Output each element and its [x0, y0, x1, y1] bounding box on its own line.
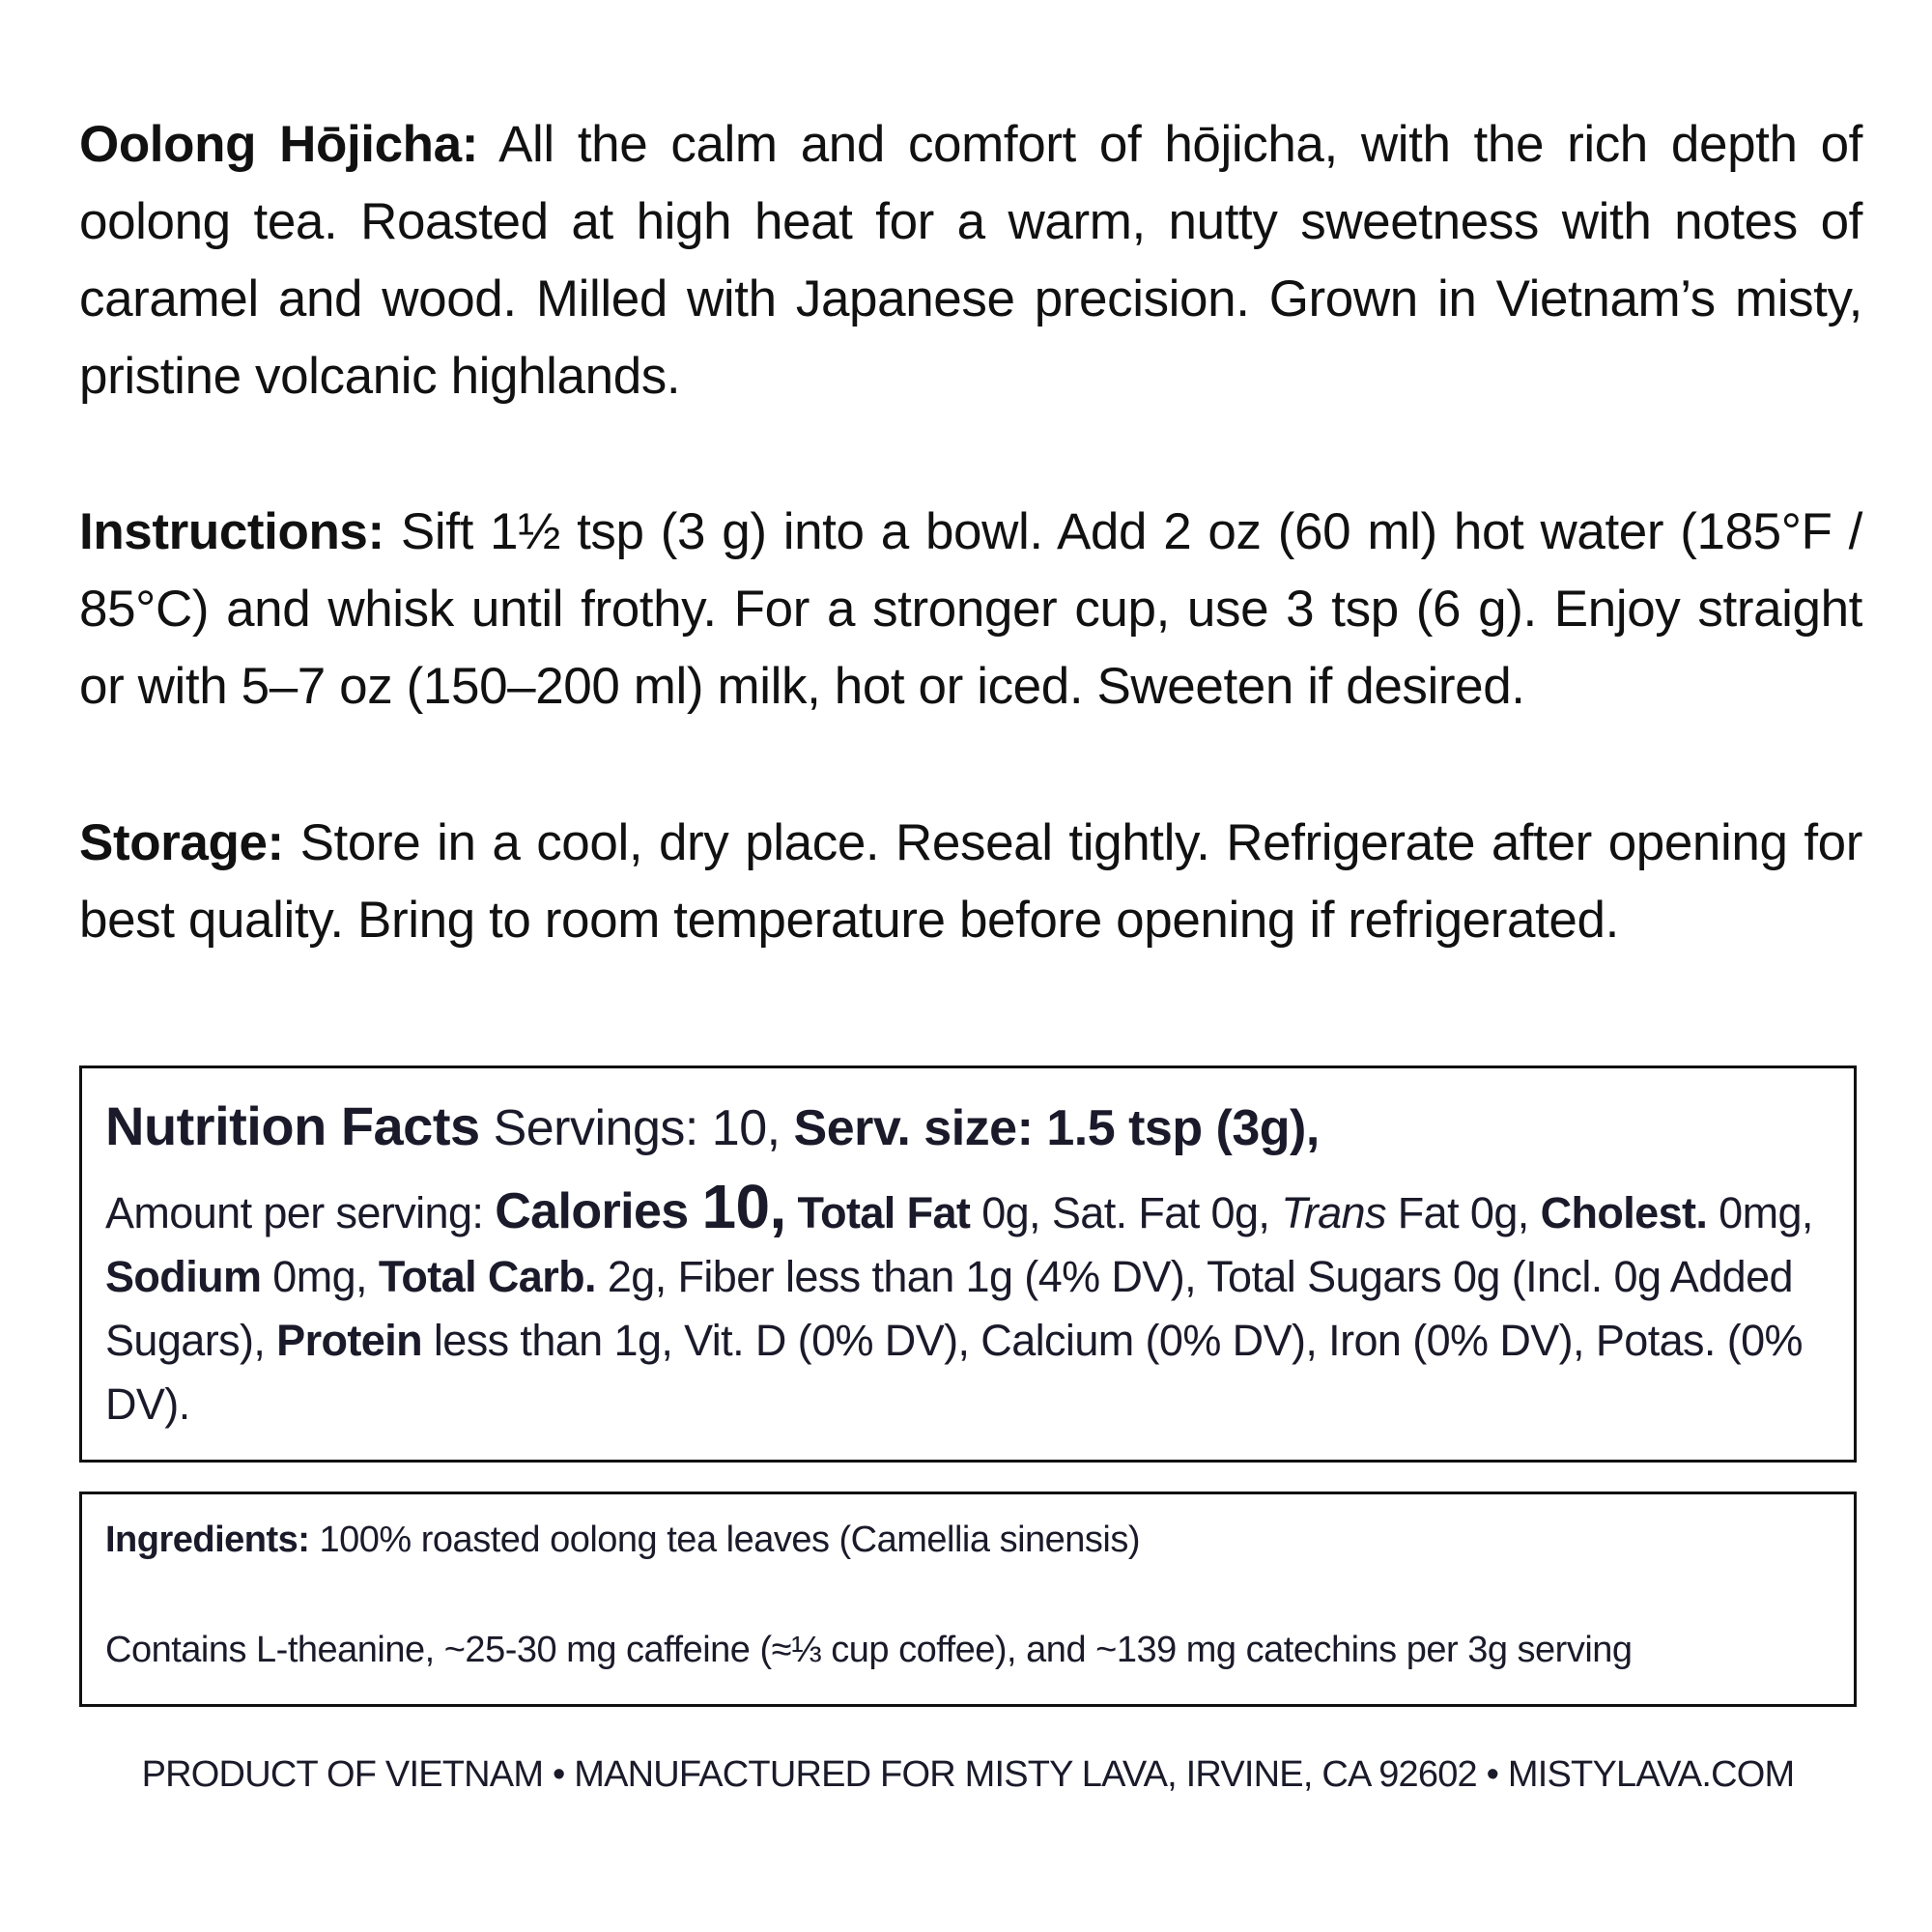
total-carb-label: Total Carb.	[378, 1252, 596, 1301]
serving-size-text: Serv. size: 1.5 tsp (3g),	[793, 1100, 1320, 1156]
storage-text: Store in a cool, dry place. Reseal tightly. Refrigerate after opening for best quality. Bring to room temperature before opening if refrigerated.	[79, 814, 1862, 949]
trans-value: Fat 0g,	[1385, 1188, 1541, 1237]
instructions-text: Sift 1½ tsp (3 g) into a bowl. Add 2 oz (60 ml) hot water (185°F / 85°C) and whisk until frothy. For a stronger cup, use 3 tsp (6 g). Enjoy straight or with 5–7 oz (150–200 ml) milk, hot or iced. Sweeten if desired.	[79, 503, 1862, 715]
description-paragraph	[79, 106, 1862, 415]
cholesterol-value: 0mg,	[1707, 1188, 1813, 1237]
calories-value: 10,	[701, 1172, 786, 1241]
total-fat-label: Total Fat	[785, 1188, 971, 1237]
instructions-paragraph	[79, 494, 1862, 725]
cholesterol-label: Cholest.	[1540, 1188, 1708, 1237]
sodium-label: Sodium	[105, 1252, 262, 1301]
trans-label: Trans	[1281, 1188, 1386, 1237]
description-text: All the calm and comfort of hōjicha, with the rich depth of oolong tea. Roasted at high heat for a warm, nutty sweetness with notes of caramel and wood. Milled with Japanese precision. Grown in Vietnam’s misty, pristine volcanic highlands.	[79, 116, 1862, 405]
storage-label: Storage:	[79, 814, 284, 871]
ingredients-text: 100% roasted oolong tea leaves (Camellia sinensis)	[309, 1520, 1141, 1560]
total-fat-value: 0g, Sat. Fat 0g,	[970, 1188, 1282, 1237]
sodium-value: 0mg,	[261, 1252, 379, 1301]
ingredients-line	[105, 1516, 1833, 1564]
storage-paragraph	[79, 805, 1862, 959]
ingredients-box	[79, 1492, 1857, 1707]
ingredients-label: Ingredients:	[105, 1520, 310, 1560]
footer-text: PRODUCT OF VIETNAM • MANUFACTURED FOR MISTY LAVA, IRVINE, CA 92602 • MISTYLAVA.COM	[141, 1754, 1795, 1795]
servings-text: Servings: 10,	[479, 1100, 794, 1156]
contains-line: Contains L-theanine, ~25-30 mg caffeine (≈⅓ cup coffee), and ~139 mg catechins per 3g serving	[105, 1630, 1633, 1670]
protein-value: less than 1g, Vit. D (0% DV), Calcium (0% DV), Iron (0% DV), Potas. (0% DV).	[105, 1316, 1803, 1429]
instructions-label: Instructions:	[79, 503, 384, 560]
amount-label: Amount per serving:	[105, 1188, 496, 1237]
nutrition-body	[105, 1172, 1833, 1436]
calories-label: Calories	[495, 1183, 702, 1239]
protein-label: Protein	[276, 1316, 422, 1365]
total-carb-value: 2g, Fiber less than 1g (4% DV), Total Sugars 0g (Incl. 0g Added Sugars),	[105, 1252, 1793, 1365]
nutrition-title: Nutrition Facts	[105, 1095, 480, 1156]
nutrition-facts-box	[79, 1065, 1857, 1463]
nutrition-header	[105, 1092, 1833, 1163]
description-label: Oolong Hōjicha:	[79, 116, 478, 173]
